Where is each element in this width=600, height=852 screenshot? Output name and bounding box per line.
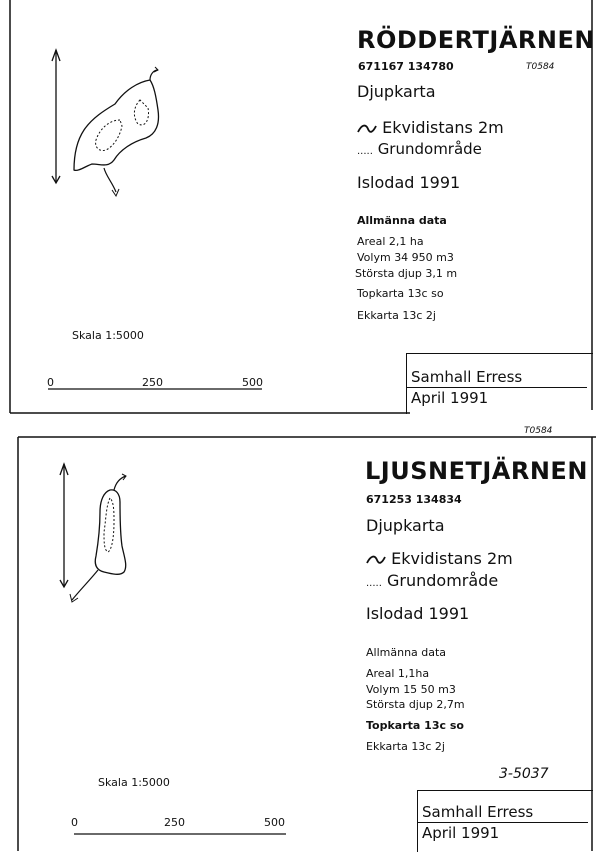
row-value: 3,1 m (425, 267, 458, 280)
signature-date: April 1991 (422, 824, 500, 842)
row-label: Ekkarta (357, 309, 399, 322)
scale-tick-500: 500 (264, 816, 285, 829)
signature-box (406, 353, 593, 414)
signature-name: Samhall Erress (411, 368, 523, 386)
row-label: Ekkarta (366, 740, 408, 753)
row-value: 2,7m (436, 698, 465, 711)
lake-title: RÖDDERTJÄRNEN (357, 26, 595, 54)
scale-tick-250: 250 (142, 376, 163, 389)
general-data-heading: Allmänna data (357, 214, 447, 227)
map-sheet-roddertjarnen (0, 0, 600, 420)
row-label: Största djup (366, 698, 433, 711)
row-value: 1,1ha (397, 667, 430, 680)
row-value: 13c 2j (402, 309, 436, 322)
map-type: Djupkarta (366, 516, 445, 535)
scale-bar (0, 432, 600, 851)
archive-stamp: T0584 (526, 62, 555, 72)
shallow-symbol: ..... (366, 578, 382, 589)
handwritten-reference: 3-5037 (499, 766, 549, 782)
lake-coordinates: 671167 134780 (358, 60, 454, 73)
general-data-heading: Allmänna data (366, 646, 447, 659)
signature-date: April 1991 (411, 389, 489, 407)
row-label: Volym (357, 251, 391, 264)
contour-interval: Ekvidistans 2m (391, 549, 513, 568)
map-sheet-ljusnetjarnen (0, 426, 600, 851)
row-value: 13c so (407, 287, 444, 300)
lake-coordinates: 671253 134834 (366, 493, 462, 506)
shallow-symbol: ..... (357, 146, 373, 157)
scale-tick-500: 500 (242, 376, 263, 389)
row-value: 13c 2j (411, 740, 445, 753)
scale-label: Skala 1:5000 (98, 776, 170, 789)
signature-name: Samhall Erress (422, 803, 534, 821)
contour-interval: Ekvidistans 2m (382, 118, 504, 137)
archive-stamp: T0584 (524, 426, 553, 436)
signature-box (417, 790, 593, 852)
shallow-area: Grundområde (377, 140, 482, 158)
row-label: Topkarta (357, 287, 405, 300)
row-label: Areal (357, 235, 386, 248)
row-value: 34 950 m3 (394, 251, 454, 264)
signature-divider (407, 387, 587, 388)
row-label: Areal (366, 667, 395, 680)
scale-tick-0: 0 (71, 816, 78, 829)
shallow-area: Grundområde (387, 571, 499, 590)
row-value: 2,1 ha (388, 235, 424, 248)
sounding-year: Islodad 1991 (357, 173, 461, 192)
row-value: 15 50 m3 (403, 683, 456, 696)
sounding-year: Islodad 1991 (366, 604, 470, 623)
row-value: 13c so (424, 719, 464, 732)
row-label: Volym (366, 683, 400, 696)
row-label: Topkarta (366, 719, 421, 732)
map-type: Djupkarta (357, 82, 436, 101)
scale-tick-250: 250 (164, 816, 185, 829)
scale-label: Skala 1:5000 (72, 329, 144, 342)
scale-tick-0: 0 (47, 376, 54, 389)
row-label: Största djup (355, 267, 422, 280)
signature-divider (418, 822, 588, 823)
lake-title: LJUSNETJÄRNEN (365, 457, 588, 485)
